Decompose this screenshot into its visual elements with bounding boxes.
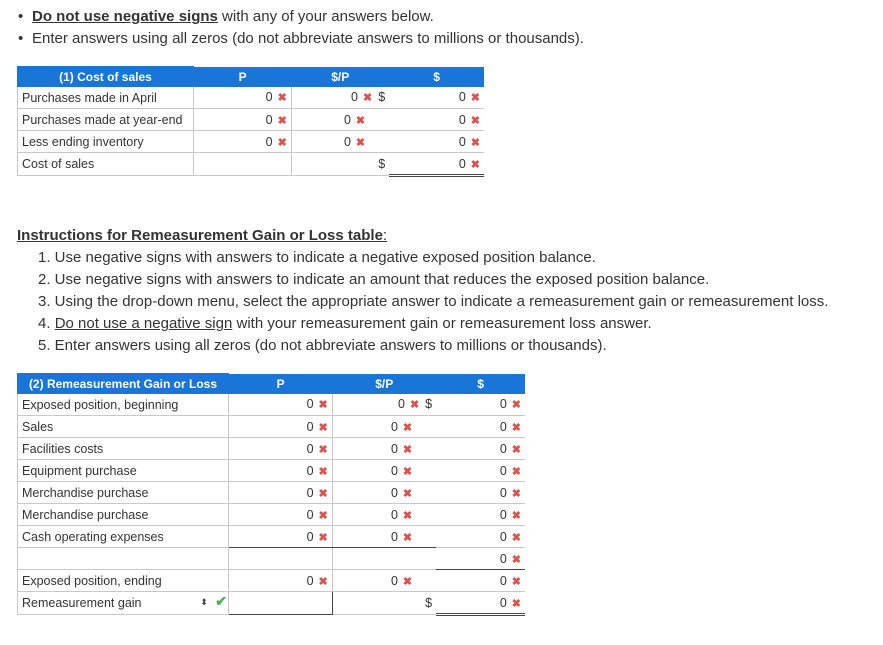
wrong-icon: ✖ — [318, 487, 328, 500]
usd-input[interactable]: 0 ✖ — [436, 504, 525, 526]
wrong-icon: ✖ — [402, 487, 413, 500]
table-row — [18, 87, 485, 109]
wrong-icon: ✖ — [511, 531, 521, 544]
header-rate: $/P — [332, 374, 436, 394]
wrong-icon: ✖ — [277, 136, 287, 149]
gain-loss-select[interactable]: Remeasurement gain ⬍ ✔ — [18, 592, 229, 615]
p-input[interactable]: 0 ✖ — [193, 109, 291, 131]
rate-input[interactable]: 0 ✖ — [332, 416, 436, 438]
wrong-icon: ✖ — [402, 509, 413, 522]
rate-empty — [291, 153, 389, 176]
row-label-empty — [18, 548, 229, 570]
table-row — [18, 548, 526, 570]
p-input[interactable]: 0 ✖ — [228, 460, 332, 482]
wrong-icon: ✖ — [362, 92, 373, 105]
p-input[interactable]: 0 ✖ — [228, 394, 332, 416]
wrong-icon: ✖ — [470, 158, 480, 171]
p-input[interactable]: 0 ✖ — [228, 482, 332, 504]
remeasurement-table — [17, 373, 525, 616]
rate-input[interactable]: 0 ✖ — [332, 482, 436, 504]
check-icon: ✔ — [215, 593, 227, 609]
table-row — [18, 153, 485, 176]
usd-input[interactable]: 0 ✖ — [436, 482, 525, 504]
wrong-icon: ✖ — [355, 114, 366, 127]
select-arrows-icon: ⬍ — [200, 597, 208, 607]
table-row — [18, 438, 526, 460]
p-empty — [193, 153, 291, 176]
table-row — [18, 526, 526, 548]
p-input[interactable]: 0 ✖ — [193, 87, 291, 109]
header-remeasurement: (2) Remeasurement Gain or Loss — [18, 374, 229, 394]
wrong-icon: ✖ — [511, 465, 521, 478]
bullet-1-strong: Do not use negative signs — [32, 8, 218, 25]
header-usd: $ — [436, 374, 525, 394]
instruction-1: 1. Use negative signs with answers to indicate a negative exposed position balance. — [38, 249, 596, 266]
row-label: Sales — [18, 416, 229, 438]
row-label: Exposed position, ending — [18, 570, 229, 592]
p-input[interactable]: 0 ✖ — [228, 438, 332, 460]
header-p: P — [193, 67, 291, 87]
rate-input[interactable]: 0 ✖ — [332, 460, 436, 482]
rate-input[interactable]: 0 ✖ $ — [291, 87, 389, 109]
row-label: Cost of sales — [18, 153, 194, 176]
rate-input[interactable]: 0 ✖ — [332, 570, 436, 592]
dollar-sign: $ — [378, 157, 386, 171]
row-label: Merchandise purchase — [18, 482, 229, 504]
bullet-2-text: Enter answers using all zeros (do not abbreviate answers to millions or thousands). — [32, 30, 584, 47]
cost-of-sales-table — [17, 66, 484, 177]
p-input[interactable]: 0 ✖ — [228, 504, 332, 526]
rate-input[interactable]: 0 ✖ — [332, 526, 436, 548]
wrong-icon: ✖ — [318, 531, 328, 544]
usd-input[interactable]: 0 ✖ — [436, 570, 525, 592]
usd-input[interactable]: 0 ✖ — [436, 394, 525, 416]
rate-input[interactable]: 0 ✖ — [291, 109, 389, 131]
usd-input[interactable]: 0 ✖ — [389, 109, 484, 131]
table-row — [18, 460, 526, 482]
wrong-icon: ✖ — [470, 114, 480, 127]
wrong-icon: ✖ — [402, 421, 413, 434]
wrong-icon: ✖ — [402, 575, 413, 588]
wrong-icon: ✖ — [511, 487, 521, 500]
table-row — [18, 131, 485, 153]
wrong-icon: ✖ — [277, 92, 287, 105]
row-label: Cash operating expenses — [18, 526, 229, 548]
row-label: Equipment purchase — [18, 460, 229, 482]
header-p: P — [228, 374, 332, 394]
p-empty — [228, 592, 332, 615]
row-label: Merchandise purchase — [18, 504, 229, 526]
row-label: Exposed position, beginning — [18, 394, 229, 416]
wrong-icon: ✖ — [402, 531, 413, 544]
row-label: Less ending inventory — [18, 131, 194, 153]
p-input[interactable]: 0 ✖ — [228, 570, 332, 592]
wrong-icon: ✖ — [355, 136, 366, 149]
table-row — [18, 570, 526, 592]
instructions-list — [38, 247, 828, 357]
header-cost-of-sales: (1) Cost of sales — [18, 67, 194, 87]
instruction-2: 2. Use negative signs with answers to indicate an amount that reduces the exposed position balance. — [38, 271, 710, 288]
wrong-icon: ✖ — [318, 465, 328, 478]
wrong-icon: ✖ — [318, 443, 328, 456]
wrong-icon: ✖ — [511, 553, 521, 566]
row-label: Facilities costs — [18, 438, 229, 460]
table-row — [18, 416, 526, 438]
p-input[interactable]: 0 ✖ — [228, 416, 332, 438]
p-input[interactable]: 0 ✖ — [228, 526, 332, 548]
usd-input[interactable]: 0 ✖ — [389, 131, 484, 153]
row-label: Purchases made in April — [18, 87, 194, 109]
usd-input[interactable]: 0 ✖ — [436, 460, 525, 482]
instructions-title: Instructions for Remeasurement Gain or Loss table: — [17, 227, 388, 244]
wrong-icon: ✖ — [318, 399, 328, 412]
usd-input[interactable]: 0 ✖ — [436, 438, 525, 460]
instruction-3: 3. Using the drop-down menu, select the appropriate answer to indicate a remeasurement gain or remeasurement loss. — [38, 293, 829, 310]
bullet-2: • Enter answers using all zeros (do not abbreviate answers to millions or thousands). — [18, 30, 584, 47]
instruction-4: 4. Do not use a negative sign with your remeasurement gain or remeasurement loss answer. — [38, 315, 652, 332]
p-empty — [228, 548, 332, 570]
wrong-icon: ✖ — [402, 465, 413, 478]
wrong-icon: ✖ — [511, 597, 521, 610]
wrong-icon: ✖ — [318, 421, 328, 434]
dollar-sign: $ — [425, 397, 433, 412]
wrong-icon: ✖ — [511, 443, 521, 456]
usd-input[interactable]: 0 ✖ — [436, 416, 525, 438]
wrong-icon: ✖ — [318, 509, 328, 522]
instruction-5: 5. Enter answers using all zeros (do not abbreviate answers to millions or thousands). — [38, 337, 607, 354]
wrong-icon: ✖ — [318, 575, 328, 588]
wrong-icon: ✖ — [409, 399, 420, 412]
table-row — [18, 109, 485, 131]
rate-input[interactable]: 0 ✖ — [291, 131, 389, 153]
rate-input[interactable]: 0 ✖ $ — [332, 394, 436, 416]
rate-empty — [332, 592, 436, 615]
header-rate: $/P — [291, 67, 389, 87]
wrong-icon: ✖ — [511, 509, 521, 522]
wrong-icon: ✖ — [511, 575, 521, 588]
wrong-icon: ✖ — [511, 399, 521, 412]
row-label: Purchases made at year-end — [18, 109, 194, 131]
table-row — [18, 394, 526, 416]
dollar-sign: $ — [378, 90, 386, 105]
p-input[interactable]: 0 ✖ — [193, 131, 291, 153]
dollar-sign: $ — [425, 596, 433, 610]
usd-input[interactable]: 0 ✖ — [436, 548, 525, 570]
wrong-icon: ✖ — [402, 443, 413, 456]
rate-empty — [332, 548, 436, 570]
table-row — [18, 592, 526, 615]
table-row — [18, 482, 526, 504]
wrong-icon: ✖ — [511, 421, 521, 434]
wrong-icon: ✖ — [277, 114, 287, 127]
header-usd: $ — [389, 67, 484, 87]
wrong-icon: ✖ — [470, 92, 480, 105]
bullet-1: • Do not use negative signs with any of your answers below. — [18, 8, 434, 25]
usd-input[interactable]: 0 ✖ — [436, 526, 525, 548]
wrong-icon: ✖ — [470, 136, 480, 149]
usd-input[interactable]: 0 ✖ — [389, 87, 484, 109]
table-row — [18, 504, 526, 526]
top-instructions — [18, 6, 584, 50]
rate-input[interactable]: 0 ✖ — [332, 438, 436, 460]
usd-input[interactable]: 0 ✖ — [436, 592, 525, 615]
bullet-1-rest: with any of your answers below. — [217, 8, 434, 25]
rate-input[interactable]: 0 ✖ — [332, 504, 436, 526]
usd-input[interactable]: 0 ✖ — [389, 153, 484, 176]
